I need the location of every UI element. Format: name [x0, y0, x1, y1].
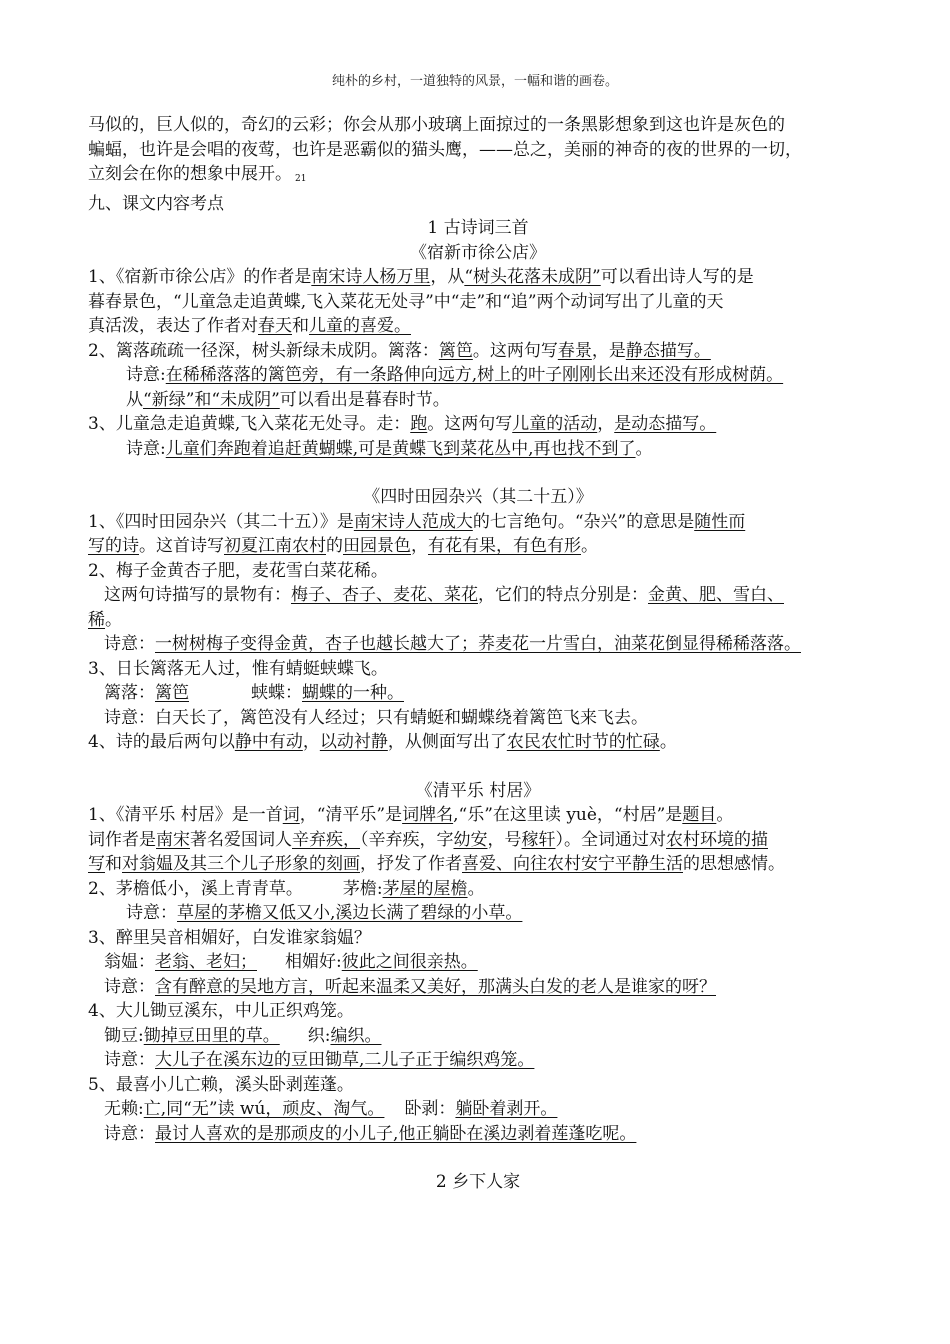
poem-1-line: 3、儿童急走追黄蝶,飞入菜花无处寻。走：跑。这两句写儿童的活动，是动态描写。: [88, 414, 717, 434]
poem-3-line: 翁媪：老翁、老妇； 相媚好:彼此之间很亲热。: [104, 952, 478, 972]
poem-3-line: 3、醉里吴音相媚好，白发谁家翁媪？: [88, 927, 371, 948]
poem-2-line: 2、梅子金黄杏子肥，麦花雪白菜花稀。: [88, 560, 388, 581]
poem-3-line: 诗意：含有醉意的吴地方言，听起来温柔又美好，那满头白发的老人是谁家的呀？: [104, 976, 716, 997]
poem-1-title: 《宿新市徐公店》: [410, 242, 546, 263]
poem-3-line: 诗意：最讨人喜欢的是那顽皮的小儿子,他正躺卧在溪边剥着莲蓬吃呢。: [104, 1123, 637, 1144]
intro-line-2: 蝙蝠，也许是会唱的夜莺，也许是恶霸似的猫头鹰，——总之，美丽的神奇的夜的世界的一切，: [88, 139, 802, 160]
lesson-2-title: 2 乡下人家: [435, 1172, 521, 1192]
poem-3-line: 锄豆:锄掉豆田里的草。 织:编织。: [104, 1025, 382, 1046]
poem-1-line: 诗意:在稀稀落落的篱笆旁，有一条路伸向远方,树上的叶子刚刚长出来还没有形成树荫。: [126, 365, 784, 385]
poem-1-line: 真活泼，表达了作者对春天和儿童的喜爱。: [88, 316, 411, 336]
intro-line-1: 马似的，巨人似的，奇幻的云彩；你会从那小玻璃上面掠过的一条黑影想象到这也许是灰色的: [88, 115, 785, 135]
poem-3-title: 《清平乐 村居》: [415, 780, 541, 801]
poem-2-title: 《四时田园杂兴（其二十五）》: [363, 487, 593, 507]
spacer: [88, 461, 868, 485]
poem-1-line: 1、《宿新市徐公店》的作者是南宋诗人杨万里，从“树头花落未成阴”可以看出诗人写的是: [88, 267, 754, 287]
poem-3-line: 诗意：大儿子在溪东边的豆田锄草,二儿子正于编织鸡笼。: [104, 1050, 535, 1070]
poem-3-line: 4、大儿锄豆溪东，中儿正织鸡笼。: [88, 1001, 354, 1021]
poem-3-line: 诗意：草屋的茅檐又低又小,溪边长满了碧绿的小草。: [126, 903, 523, 923]
poem-3-line: 无赖:亡,同“无”读 wú，顽皮、淘气。 卧剥：躺卧着剥开。: [104, 1099, 558, 1119]
poem-2-line: 1、《四时田园杂兴（其二十五）》是南宋诗人范成大的七言绝句。“杂兴”的意思是随性而: [88, 511, 746, 532]
poem-3-line: 1、《清平乐 村居》是一首词，“清平乐”是词牌名,“乐”在这里读 yuè，“村居”是题目。: [88, 805, 734, 825]
poem-1-line: 暮春景色，“儿童急走追黄蝶,飞入菜花无处寻”中“走”和“追”两个动词写出了儿童的天: [88, 291, 724, 312]
poem-3-line: 写和对翁媪及其三个儿子形象的刻画，抒发了作者喜爱、向往农村安宁平静生活的思想感情。: [88, 854, 785, 874]
intro-page-number: 21: [295, 174, 307, 184]
poem-2-line: 3、日长篱落无人过，惟有蜻蜓蛱蝶飞。: [88, 658, 388, 679]
lesson-1-title: 1 古诗词三首: [427, 218, 529, 238]
section-heading: 九、课文内容考点: [88, 193, 224, 214]
poem-2-line: 稀。: [88, 609, 122, 630]
poem-2-line: 这两句诗描写的景物有：梅子、杏子、麦花、菜花，它们的特点分别是：金黄、肥、雪白、: [104, 585, 784, 605]
poem-1-line: 诗意:儿童们奔跑着追赶黄蝴蝶,可是黄蝶飞到菜花丛中,再也找不到了。: [126, 438, 653, 459]
poem-2-line: 4、诗的最后两句以静中有动，以动衬静，从侧面写出了农民农忙时节的忙碌。: [88, 732, 677, 752]
poem-2-line: 诗意：白天长了，篱笆没有人经过；只有蜻蜓和蝴蝶绕着篱笆飞来飞去。: [104, 707, 648, 728]
page-header: 纯朴的乡村，一道独特的风景，一幅和谐的画卷。: [331, 74, 618, 89]
poem-1-line: 从“新绿”和“未成阴”可以看出是暮春时节。: [126, 389, 450, 410]
poem-2-line: 诗意：一树树梅子变得金黄，杏子也越长越大了；荞麦花一片雪白，油菜花倒显得稀稀落落。: [104, 634, 801, 654]
poem-2-line: 写的诗。这首诗写初夏江南农村的田园景色，有花有果，有色有形。: [88, 536, 598, 556]
poem-2-line: 篱落：篱笆 蛱蝶：蝴蝶的一种。: [104, 683, 404, 703]
document-body: [88, 113, 868, 1195]
spacer: [88, 755, 868, 779]
poem-1-line: 2、篱落疏疏一径深，树头新绿未成阴。篱落：篱笆。这两句写春景，是静态描写。: [88, 340, 711, 361]
intro-line-3: [88, 162, 868, 192]
intro-line-3-text: 立刻会在你的想象中展开。: [88, 164, 292, 184]
poem-3-line: 词作者是南宋著名爱国词人辛弃疾，（辛弃疾，字幼安，号稼轩）。全词通过对农村环境的描: [88, 829, 768, 850]
poem-3-line: 5、最喜小儿亡赖，溪头卧剥莲蓬。: [88, 1074, 354, 1095]
spacer: [88, 1146, 868, 1170]
poem-3-line: 2、茅檐低小，溪上青青草。 茅檐:茅屋的屋檐。: [88, 878, 485, 899]
